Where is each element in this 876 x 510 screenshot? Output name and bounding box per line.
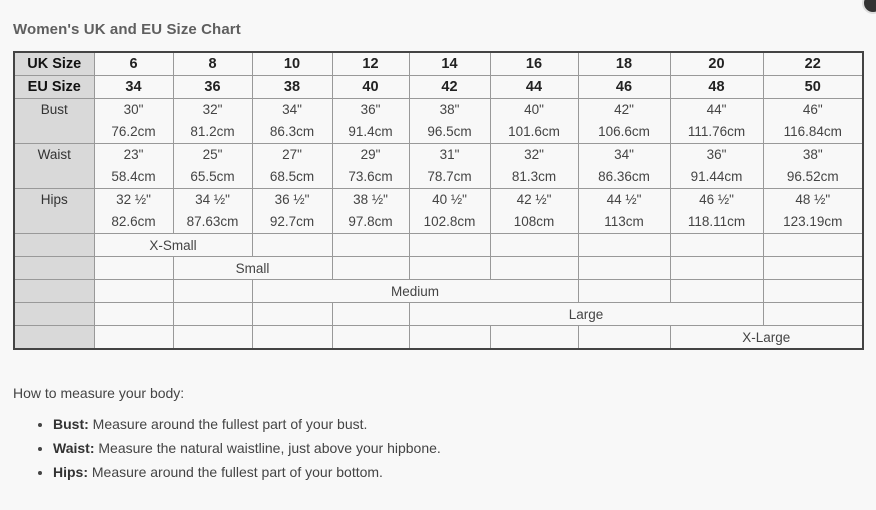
tip-bust [53,412,441,436]
cm-value: 113cm [604,214,644,229]
inches-value: 25" [202,147,223,162]
empty-cell [578,257,670,280]
empty-cell [252,326,332,350]
empty-cell [252,303,332,326]
cm-value: 102.8cm [423,214,476,229]
cm-value: 91.4cm [348,124,393,139]
empty-cell [490,326,578,350]
cm-value: 96.5cm [427,124,472,139]
measurement-cell [670,99,763,144]
measurement-cell [409,144,490,189]
category-row [14,280,863,303]
measurement-cell [94,99,173,144]
empty-cell [670,280,763,303]
inches-value: 36 ½" [274,192,310,207]
cm-value: 68.5cm [269,169,315,184]
empty-cell [763,280,863,303]
measurement-cell [409,99,490,144]
page-title: Women's UK and EU Size Chart [13,21,241,38]
measurement-cell [763,144,863,189]
empty-cell [332,234,409,257]
category-row [14,257,863,280]
empty-cell [578,326,670,350]
uk-size-cell: 22 [763,52,863,76]
empty-cell [173,326,252,350]
tip-text: Measure the natural waistline, just above your hipbone. [94,440,441,456]
inches-value: 44" [706,102,727,117]
empty-cell [578,234,670,257]
empty-cell [670,257,763,280]
measurement-cell [332,144,409,189]
cm-value: 73.6cm [348,169,393,184]
cm-value: 111.76cm [687,124,746,139]
tip-term: Waist: [53,440,95,456]
uk-size-cell: 20 [670,52,763,76]
empty-cell [94,303,173,326]
empty-cell [670,234,763,257]
inches-value: 32" [524,147,544,162]
measurement-cell [252,99,332,144]
cm-value: 108cm [513,214,555,229]
cm-value: 106.6cm [598,124,650,139]
cm-value: 86.3cm [269,124,315,139]
empty-cell [94,257,173,280]
empty-cell [252,234,332,257]
measurement-cell [578,189,670,234]
cm-value: 87.63cm [186,214,239,229]
inches-value: 27" [282,147,302,162]
measurement-cell [332,189,409,234]
empty-cell [763,303,863,326]
empty-cell [332,326,409,350]
measurement-cell [578,144,670,189]
cm-value: 58.4cm [111,169,156,184]
empty-cell [409,326,490,350]
category-label-cell [14,234,94,257]
uk-size-label: UK Size [14,52,94,76]
category-label-cell [14,280,94,303]
cm-value: 91.44cm [690,169,743,184]
measurement-label: Waist [14,144,94,189]
category-label-cell [14,257,94,280]
cm-value: 97.8cm [348,214,393,229]
inches-value: 36" [360,102,381,117]
close-icon[interactable] [862,0,876,14]
cm-value: 116.84cm [783,124,842,139]
measurement-row-bust [14,99,863,144]
cm-value: 76.2cm [111,124,156,139]
measurement-cell [763,99,863,144]
inches-value: 48 ½" [795,192,831,207]
empty-cell [332,257,409,280]
eu-size-cell: 48 [670,76,763,99]
cm-value: 81.3cm [511,169,557,184]
cm-value: 86.36cm [598,169,650,184]
tip-term: Bust: [53,416,89,432]
measurement-cell [490,99,578,144]
empty-cell [578,280,670,303]
category-label-cell [14,326,94,350]
tip-waist [53,436,441,460]
inches-value: 34" [282,102,302,117]
inches-value: 42 ½" [516,192,552,207]
tip-term: Hips: [53,464,88,480]
category-label-cell [14,303,94,326]
eu-size-cell: 44 [490,76,578,99]
inches-value: 38" [439,102,460,117]
inches-value: 34" [614,147,634,162]
empty-cell [490,234,578,257]
inches-value: 36" [706,147,727,162]
measurement-cell [332,99,409,144]
eu-size-cell: 36 [173,76,252,99]
empty-cell [94,280,173,303]
uk-size-cell: 16 [490,52,578,76]
empty-cell [763,234,863,257]
cm-value: 118.11cm [687,214,746,229]
measurement-cell [490,189,578,234]
eu-size-cell: 40 [332,76,409,99]
measurement-row-hips [14,189,863,234]
measurement-cell [173,144,252,189]
measurement-cell [490,144,578,189]
uk-size-cell: 6 [94,52,173,76]
measurement-cell [670,189,763,234]
eu-size-cell: 38 [252,76,332,99]
eu-size-cell: 46 [578,76,670,99]
category-row [14,303,863,326]
inches-value: 32" [202,102,223,117]
measurement-tips [35,412,441,484]
uk-size-cell: 12 [332,52,409,76]
inches-value: 40" [524,102,544,117]
empty-cell [173,280,252,303]
eu-size-label: EU Size [14,76,94,99]
category-row [14,326,863,350]
size-chart-table [13,51,864,350]
tip-text: Measure around the fullest part of your bust. [88,416,368,432]
inches-value: 46" [802,102,823,117]
inches-value: 38" [802,147,823,162]
measurement-cell [763,189,863,234]
inches-value: 38 ½" [353,192,388,207]
size-category: Large [409,303,763,326]
uk-size-cell: 14 [409,52,490,76]
empty-cell [409,257,490,280]
inches-value: 46 ½" [699,192,734,207]
measurement-label: Bust [14,99,94,144]
measurement-row-waist [14,144,863,189]
tip-hips [53,460,441,484]
measurement-cell [173,99,252,144]
measurement-label: Hips [14,189,94,234]
cm-value: 81.2cm [190,124,235,139]
inches-value: 44 ½" [606,192,642,207]
empty-cell [490,257,578,280]
measurement-cell [173,189,252,234]
cm-value: 78.7cm [427,169,472,184]
cm-value: 82.6cm [111,214,156,229]
category-row [14,234,863,257]
empty-cell [763,257,863,280]
size-category: Small [173,257,332,280]
eu-size-cell: 42 [409,76,490,99]
cm-value: 65.5cm [190,169,235,184]
size-category: Medium [252,280,578,303]
empty-cell [94,326,173,350]
cm-value: 92.7cm [269,214,315,229]
size-category: X-Small [94,234,252,257]
inches-value: 29" [360,147,381,162]
tip-text: Measure around the fullest part of your bottom. [88,464,383,480]
measurement-cell [578,99,670,144]
cm-value: 101.6cm [508,124,560,139]
empty-cell [332,303,409,326]
empty-cell [173,303,252,326]
eu-size-cell: 50 [763,76,863,99]
inches-value: 30" [123,102,144,117]
uk-size-row [14,52,863,76]
uk-size-cell: 10 [252,52,332,76]
measurement-cell [252,189,332,234]
empty-cell [409,234,490,257]
inches-value: 34 ½" [195,192,230,207]
uk-size-cell: 8 [173,52,252,76]
inches-value: 42" [614,102,634,117]
measurement-cell [252,144,332,189]
measurement-cell [94,189,173,234]
instructions-heading: How to measure your body: [13,385,185,401]
cm-value: 123.19cm [783,214,843,229]
cm-value: 96.52cm [786,169,839,184]
inches-value: 32 ½" [116,192,151,207]
uk-size-cell: 18 [578,52,670,76]
eu-size-row [14,76,863,99]
measurement-cell [409,189,490,234]
eu-size-cell: 34 [94,76,173,99]
measurement-cell [94,144,173,189]
measurement-cell [670,144,763,189]
size-category: X-Large [670,326,863,350]
inches-value: 31" [439,147,460,162]
inches-value: 40 ½" [432,192,467,207]
inches-value: 23" [123,147,144,162]
